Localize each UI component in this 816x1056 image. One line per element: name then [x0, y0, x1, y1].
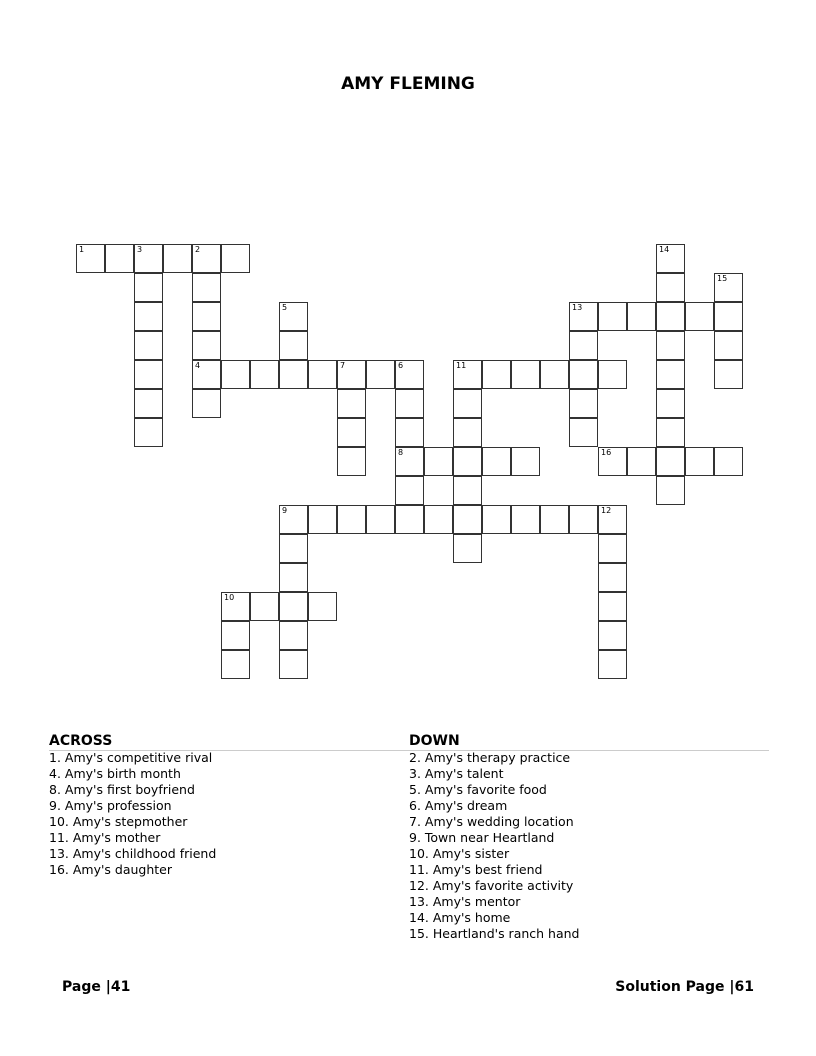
down-clue: 11. Amy's best friend: [409, 862, 543, 877]
grid-cell[interactable]: [598, 447, 627, 476]
grid-cell[interactable]: [714, 447, 743, 476]
grid-cell[interactable]: [598, 621, 627, 650]
across-heading: ACROSS: [49, 733, 113, 749]
grid-cell[interactable]: [598, 534, 627, 563]
across-clue: 1. Amy's competitive rival: [49, 750, 213, 765]
grid-cell[interactable]: [569, 302, 598, 331]
down-clue: 2. Amy's therapy practice: [409, 750, 571, 765]
grid-cell[interactable]: [337, 418, 366, 447]
grid-cell[interactable]: [453, 476, 482, 505]
grid-cell[interactable]: [511, 360, 540, 389]
grid-cell[interactable]: [714, 302, 743, 331]
clue-number: 12: [601, 506, 612, 515]
grid-cell[interactable]: [511, 447, 540, 476]
grid-cell[interactable]: [221, 650, 250, 679]
grid-cell[interactable]: [337, 360, 366, 389]
grid-cell[interactable]: [656, 331, 685, 360]
grid-cell[interactable]: [395, 505, 424, 534]
grid-cell[interactable]: [511, 505, 540, 534]
grid-cell[interactable]: [279, 592, 308, 621]
grid-cell[interactable]: [192, 360, 221, 389]
grid-cell[interactable]: [308, 505, 337, 534]
clue-number: 16: [601, 448, 612, 457]
grid-cell[interactable]: [192, 273, 221, 302]
grid-cell[interactable]: [482, 505, 511, 534]
grid-cell[interactable]: [598, 360, 627, 389]
grid-cell[interactable]: [279, 360, 308, 389]
grid-cell[interactable]: [279, 650, 308, 679]
grid-cell[interactable]: [656, 302, 685, 331]
down-clue: 12. Amy's favorite activity: [409, 878, 574, 893]
grid-cell[interactable]: [598, 563, 627, 592]
down-clue: 13. Amy's mentor: [409, 894, 521, 909]
clue-number: 9: [282, 506, 288, 515]
down-clue: 3. Amy's talent: [409, 766, 504, 781]
grid-cell[interactable]: [337, 505, 366, 534]
clue-number: 10: [224, 593, 235, 602]
across-clue: 11. Amy's mother: [49, 830, 161, 845]
grid-cell[interactable]: [279, 534, 308, 563]
clue-number: 7: [340, 361, 346, 370]
across-clue: 9. Amy's profession: [49, 798, 172, 813]
grid-cell[interactable]: [366, 505, 395, 534]
clue-number: 11: [456, 361, 467, 370]
down-heading: DOWN: [409, 733, 460, 749]
grid-cell[interactable]: [656, 244, 685, 273]
grid-cell[interactable]: [134, 273, 163, 302]
grid-cell[interactable]: [250, 592, 279, 621]
down-clues: [409, 732, 579, 942]
down-clue: 6. Amy's dream: [409, 798, 508, 813]
grid-cell[interactable]: [598, 650, 627, 679]
grid-cell[interactable]: [279, 331, 308, 360]
clue-number: 8: [398, 448, 404, 457]
grid-cell[interactable]: [134, 302, 163, 331]
page-title: AMY FLEMING: [341, 74, 475, 94]
grid-cell[interactable]: [221, 592, 250, 621]
grid-cell[interactable]: [540, 505, 569, 534]
grid-cell[interactable]: [627, 447, 656, 476]
across-clue: 8. Amy's first boyfriend: [49, 782, 195, 797]
grid-cell[interactable]: [656, 447, 685, 476]
page-number: Page |41: [62, 979, 131, 995]
grid-cell[interactable]: [395, 476, 424, 505]
across-clues: [49, 732, 216, 878]
grid-cell[interactable]: [337, 447, 366, 476]
grid-cell[interactable]: [714, 360, 743, 389]
clue-number: 4: [195, 361, 201, 370]
grid-cell[interactable]: [424, 447, 453, 476]
grid-cell[interactable]: [627, 302, 656, 331]
grid-cell[interactable]: [685, 302, 714, 331]
grid-cell[interactable]: [598, 302, 627, 331]
clue-number: 6: [398, 361, 404, 370]
grid-cell[interactable]: [192, 244, 221, 273]
grid-cell[interactable]: [656, 360, 685, 389]
grid-cell[interactable]: [134, 360, 163, 389]
down-clue: 15. Heartland's ranch hand: [409, 926, 580, 941]
clue-number: 1: [79, 245, 85, 254]
grid-cell[interactable]: [540, 360, 569, 389]
grid-cell[interactable]: [656, 476, 685, 505]
clue-number: 3: [137, 245, 143, 254]
grid-cell[interactable]: [598, 592, 627, 621]
grid-cell[interactable]: [134, 389, 163, 418]
across-clue: 13. Amy's childhood friend: [49, 846, 217, 861]
down-clue: 7. Amy's wedding location: [409, 814, 574, 829]
grid-cell[interactable]: [105, 244, 134, 273]
down-clue: 10. Amy's sister: [409, 846, 510, 861]
grid-cell[interactable]: [250, 360, 279, 389]
clue-number: 15: [717, 274, 728, 283]
across-clue: 4. Amy's birth month: [49, 766, 181, 781]
grid-cell[interactable]: [395, 389, 424, 418]
grid-cell[interactable]: [134, 244, 163, 273]
down-clue: 5. Amy's favorite food: [409, 782, 547, 797]
clue-number: 14: [659, 245, 670, 254]
grid-cell[interactable]: [134, 418, 163, 447]
grid-cell[interactable]: [279, 563, 308, 592]
grid-cell[interactable]: [656, 418, 685, 447]
grid-cell[interactable]: [424, 505, 453, 534]
grid-cell[interactable]: [453, 534, 482, 563]
clue-number: 5: [282, 303, 288, 312]
grid-cell[interactable]: [221, 360, 250, 389]
grid-cell[interactable]: [395, 360, 424, 389]
grid-cell[interactable]: [308, 592, 337, 621]
grid-cell[interactable]: [569, 418, 598, 447]
grid-cell[interactable]: [453, 360, 482, 389]
grid-cell[interactable]: [714, 331, 743, 360]
across-clue: 10. Amy's stepmother: [49, 814, 188, 829]
grid-cell[interactable]: [192, 331, 221, 360]
grid-cell[interactable]: [221, 244, 250, 273]
solution-page-number: Solution Page |61: [615, 979, 754, 995]
down-clue: 9. Town near Heartland: [409, 830, 555, 845]
down-clue: 14. Amy's home: [409, 910, 511, 925]
grid-cell[interactable]: [569, 389, 598, 418]
grid-cell[interactable]: [453, 447, 482, 476]
grid-cell[interactable]: [163, 244, 192, 273]
across-clue: 16. Amy's daughter: [49, 862, 173, 877]
grid-cell[interactable]: [714, 273, 743, 302]
grid-cell[interactable]: [395, 447, 424, 476]
grid-cell[interactable]: [221, 621, 250, 650]
grid-cell[interactable]: [453, 389, 482, 418]
grid-cell[interactable]: [337, 389, 366, 418]
grid-cell[interactable]: [134, 331, 163, 360]
grid-cell[interactable]: [279, 621, 308, 650]
clue-number: 13: [572, 303, 583, 312]
grid-cell[interactable]: [366, 360, 395, 389]
grid-cell[interactable]: [76, 244, 105, 273]
grid-cell[interactable]: [192, 302, 221, 331]
grid-cell[interactable]: [656, 273, 685, 302]
grid-cell[interactable]: [453, 418, 482, 447]
grid-cell[interactable]: [685, 447, 714, 476]
grid-cell[interactable]: [569, 360, 598, 389]
grid-cell[interactable]: [279, 302, 308, 331]
grid-cell[interactable]: [192, 389, 221, 418]
grid-cell[interactable]: [453, 505, 482, 534]
grid-cell[interactable]: [598, 505, 627, 534]
grid-cell[interactable]: [569, 505, 598, 534]
grid-cell[interactable]: [482, 360, 511, 389]
grid-cell[interactable]: [279, 505, 308, 534]
grid-cell[interactable]: [569, 331, 598, 360]
clue-number: 2: [195, 245, 201, 254]
grid-cell[interactable]: [482, 447, 511, 476]
grid-cell[interactable]: [395, 418, 424, 447]
grid-cell[interactable]: [656, 389, 685, 418]
grid-cell[interactable]: [308, 360, 337, 389]
